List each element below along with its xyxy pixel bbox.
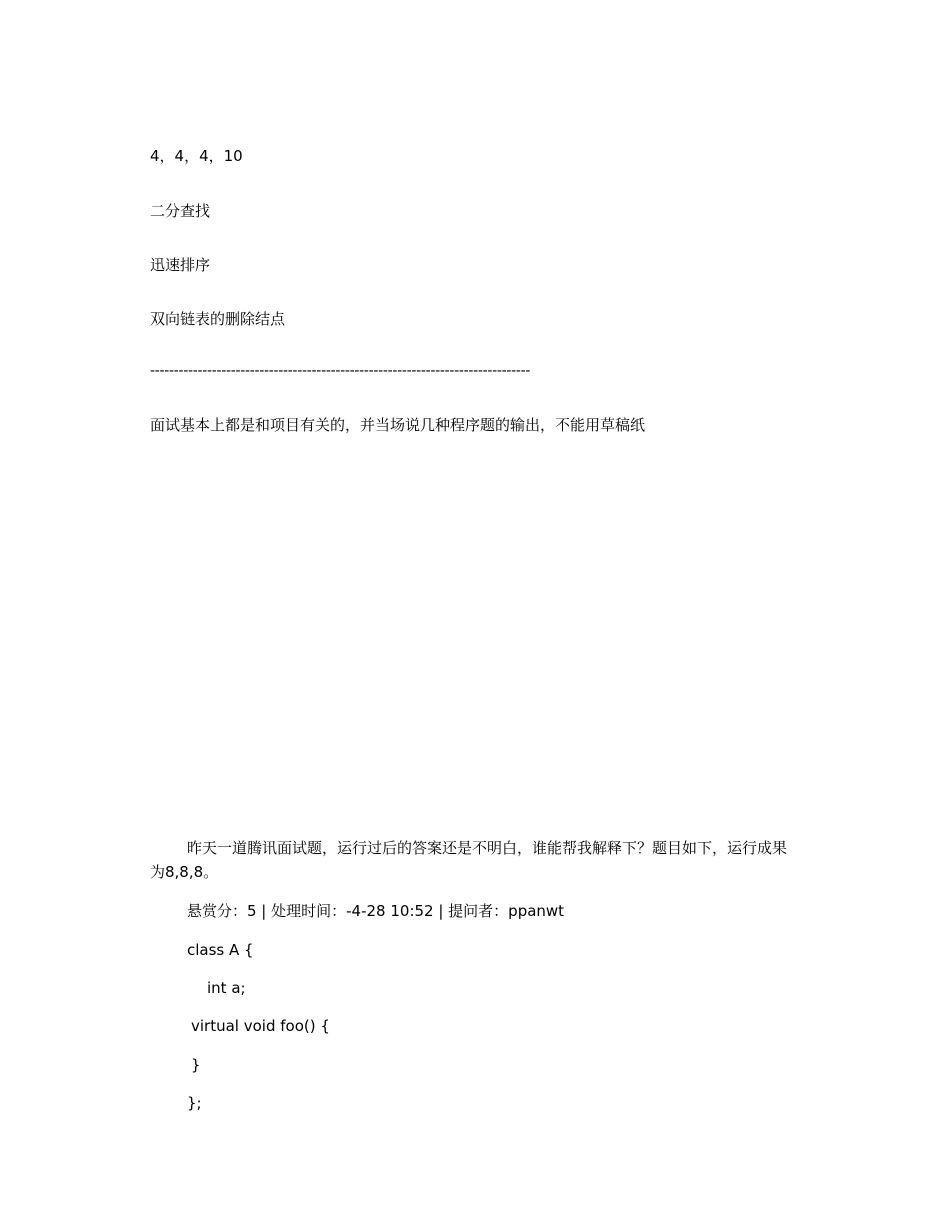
quick-sort-item: 迅速排序 [150, 256, 211, 274]
binary-search-item: 二分查找 [150, 202, 211, 220]
interview-note: 面试基本上都是和项目有关的，并当场说几种程序题的输出，不能用草稿纸 [150, 416, 646, 434]
numbers-line: 4，4，4，10 [150, 147, 243, 165]
list-delete-item: 双向链表的删除结点 [150, 310, 286, 328]
question-intro: 昨天一道腾讯面试题，运行过后的答案还是不明白，谁能帮我解释下？题目如下，运行成果为8,8,8。 [150, 839, 788, 881]
separator-line: -------------------------------------------------------------------------------- [150, 363, 531, 379]
code-line-3: virtual void foo() { [191, 1017, 330, 1035]
question-meta: 悬赏分：5 | 处理时间：-4-28 10:52 | 提问者：ppanwt [187, 902, 565, 920]
code-line-1: class A { [187, 941, 254, 959]
code-line-4: } [191, 1056, 201, 1074]
code-line-5: }; [187, 1094, 202, 1112]
code-line-2: int a; [207, 979, 246, 997]
